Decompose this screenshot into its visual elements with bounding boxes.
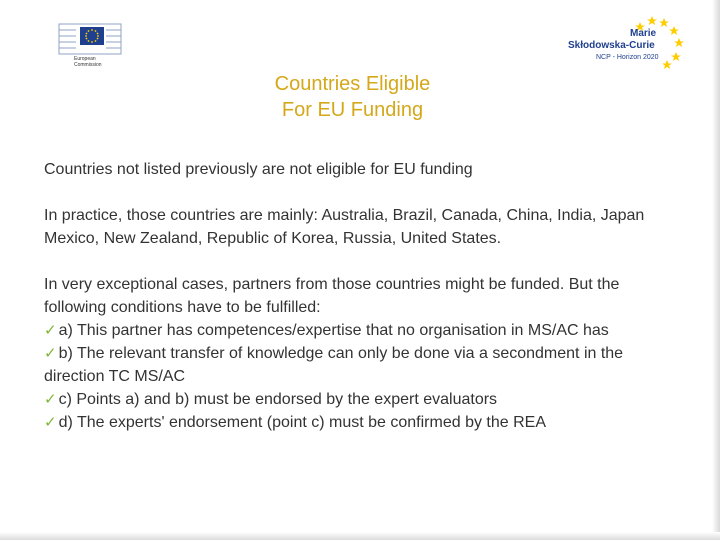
check-icon: ✓ — [44, 345, 57, 362]
slide-edge-shadow — [0, 532, 720, 540]
condition-text: b) The relevant transfer of knowledge can only be done via a secondment in the — [58, 345, 624, 362]
slide-title-line: For EU Funding — [281, 99, 424, 121]
building-icon — [56, 18, 136, 58]
condition-text: d) The experts' endorsement (point c) must be confirmed by the REA — [58, 414, 547, 431]
paragraph-not-eligible: Countries not listed previously are not eligible for EU funding — [44, 161, 473, 178]
check-icon: ✓ — [44, 322, 57, 339]
msca-logo-subtext: NCP - Horizon 2020 — [596, 54, 659, 61]
ec-caption-line: Commission — [74, 62, 102, 68]
condition-item — [44, 388, 720, 411]
slide-edge-shadow — [712, 0, 720, 540]
paragraph-exceptional-line: In very exceptional cases, partners from those countries might be funded. But the — [44, 276, 620, 293]
check-icon: ✓ — [44, 391, 57, 408]
msca-logo-text: Marie — [630, 28, 657, 39]
msca-logo-text: Skłodowska-Curie — [568, 40, 655, 51]
check-icon: ✓ — [44, 414, 57, 431]
slide-body — [44, 158, 720, 434]
condition-item — [44, 411, 720, 434]
european-commission-caption — [74, 56, 134, 68]
marie-sklodowska-curie-logo — [566, 14, 688, 70]
condition-text: a) This partner has competences/expertise that no organisation in MS/AC has — [58, 322, 609, 339]
slide-title-line: Countries Eligible — [274, 73, 431, 95]
paragraph-countries-line: Mexico, New Zealand, Republic of Korea, Russia, United States. — [44, 230, 502, 247]
paragraph-exceptional-line: following conditions have to be fulfilled: — [44, 299, 321, 316]
condition-item — [44, 319, 720, 342]
slide-title — [180, 71, 525, 123]
condition-text: c) Points a) and b) must be endorsed by the expert evaluators — [58, 391, 498, 408]
ec-caption-line: European — [74, 56, 96, 62]
paragraph-countries-line: In practice, those countries are mainly: Australia, Brazil, Canada, China, India, Japan — [44, 207, 645, 224]
condition-item — [44, 342, 720, 365]
condition-continuation: direction TC MS/AC — [44, 368, 186, 385]
